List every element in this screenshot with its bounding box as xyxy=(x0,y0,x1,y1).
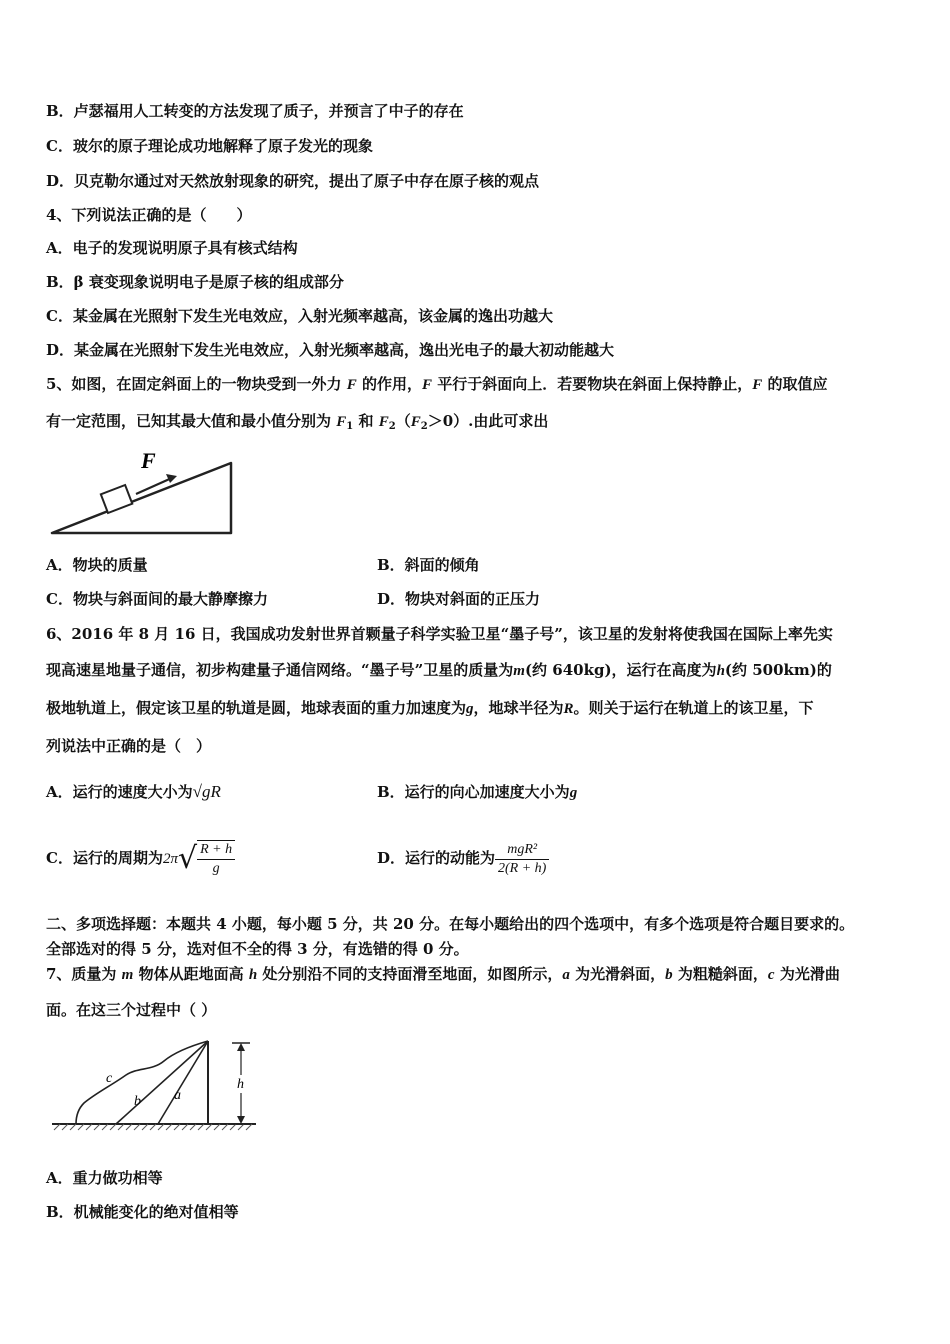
q4-option-a: A．电子的发现说明原子具有核式结构 xyxy=(46,239,298,257)
q4-option-c: C．某金属在光照射下发生光电效应，入射光频率越高，该金属的逸出功越大 xyxy=(46,307,553,325)
q6-stem-line4: 列说法中正确的是（ ） xyxy=(46,737,212,755)
q4-option-b: B．β 衰变现象说明电子是原子核的组成部分 xyxy=(46,273,344,291)
q6-option-c: C．运行的周期为2π√ $\frac{R + h}{g}$ xyxy=(46,836,235,881)
incline-block-figure xyxy=(46,443,241,538)
q3-option-b: B．卢瑟福用人工转变的方法发现了质子，并预言了中子的存在 xyxy=(46,102,464,120)
label-a: a xyxy=(174,1088,181,1103)
section2-instructions-line2: 全部选对的得 5 分，选对但不全的得 3 分，有选错的得 0 分。 xyxy=(46,940,469,958)
q4-stem: 4、下列说法正确的是（ ） xyxy=(46,206,252,224)
q6-option-d: D．运行的动能为 $\frac{\text{mgR²}}{2(R + h)}$ xyxy=(377,836,549,880)
q5-stem-line1: 5、如图，在固定斜面上的一物块受到一外力 F 的作用，F 平行于斜面向上．若要物块在斜面上保持静止，F 的取值应 xyxy=(46,375,828,393)
force-label: F xyxy=(141,448,156,473)
q7-stem-line2: 面。在这三个过程中（ ） xyxy=(46,1001,217,1019)
label-h: h xyxy=(237,1077,244,1092)
q5-option-c: C．物块与斜面间的最大静摩擦力 xyxy=(46,590,268,608)
q5-option-b: B．斜面的倾角 xyxy=(377,556,480,574)
sqrt-gr-formula: √gR xyxy=(192,782,221,801)
q6-stem-line1: 6、2016 年 8 月 16 日，我国成功发射世界首颗量子科学实验卫星“墨子号”，该卫星的发射将使我国在国际上率先实 xyxy=(46,625,833,643)
q7-option-b: B．机械能变化的绝对值相等 xyxy=(46,1203,239,1221)
label-c: c xyxy=(106,1071,113,1086)
q5-option-a: A．物块的质量 xyxy=(46,556,148,574)
q7-stem-line1: 7、质量为 m 物体从距地面高 h 处分别沿不同的支持面滑至地面，如图所示，a 为光滑斜面，b 为粗糙斜面，c 为光滑曲 xyxy=(46,965,840,983)
q6-stem-line3: 极地轨道上，假定该卫星的轨道是圆，地球表面的重力加速度为g，地球半径为R。则关于运行在轨道上的该卫星，下 xyxy=(46,699,814,717)
section2-instructions-line1: 二、多项选择题：本题共 4 小题，每小题 5 分，共 20 分。在每小题给出的四个选项中，有多个选项是符合题目要求的。 xyxy=(46,915,855,933)
q5-stem-line2: 有一定范围，已知其最大值和最小值分别为 $F_1$ 和 $F_2(F_2>0)$.由此可求出 xyxy=(46,412,549,432)
q6-option-b: B．运行的向心加速度大小为g xyxy=(377,783,578,801)
q6-stem-line2: 现高速星地量子通信，初步构建量子通信网络。“墨子号”卫星的质量为m(约 640kg)，运行在高度为h(约 500km)的 xyxy=(46,661,832,679)
q3-option-c: C．玻尔的原子理论成功地解释了原子发光的现象 xyxy=(46,137,373,155)
q7-option-a: A．重力做功相等 xyxy=(46,1169,163,1187)
q5-option-d: D．物块对斜面的正压力 xyxy=(377,590,541,608)
q4-option-d: D．某金属在光照射下发生光电效应，入射光频率越高，逸出光电子的最大初动能越大 xyxy=(46,341,615,359)
label-b: b xyxy=(134,1094,141,1109)
q3-option-d: D．贝克勒尔通过对天然放射现象的研究，提出了原子中存在原子核的观点 xyxy=(46,172,540,190)
q6-option-a: A．运行的速度大小为√gR xyxy=(46,782,221,801)
three-surfaces-figure xyxy=(46,1035,261,1140)
